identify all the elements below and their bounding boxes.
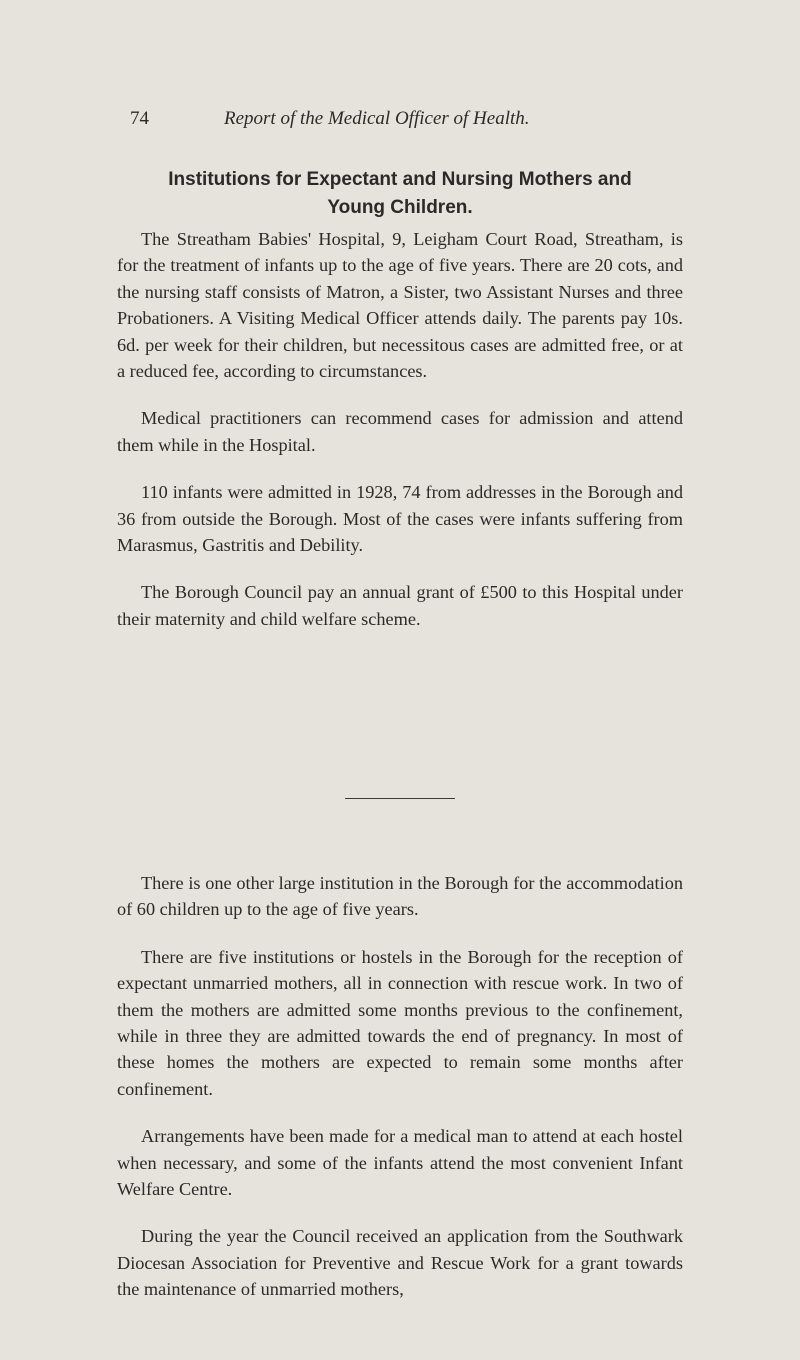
running-header <box>130 108 690 134</box>
paragraph: Medical practitioners can recommend cases for admission and attend them while in the Hospital. <box>117 408 683 455</box>
section-2-body <box>117 870 683 1324</box>
paragraph: There is one other large institution in the Borough for the accommodation of 60 children up to the age of five years. <box>117 873 683 920</box>
paragraph: The Streatham Babies' Hospital, 9, Leigham Court Road, Streatham, is for the treatment of infants up to the age of five years. There are 20 cots, and the nursing staff consists of Matron, a Sister, two Assistant Nurses and three Probationers. A Visiting Medical Officer attends daily. The parents pay 10s. 6d. per week for their children, but necessitous cases are admitted free, or at a reduced fee, according to circumstances. <box>117 229 683 382</box>
paragraph: 110 infants were admitted in 1928, 74 from addresses in the Borough and 36 from outside the Borough. Most of the cases were infants suffering from Marasmus, Gastritis and Debility. <box>117 482 683 556</box>
running-title: Report of the Medical Officer of Health. <box>224 108 530 129</box>
paragraph: There are five institutions or hostels in the Borough for the reception of expectant unmarried mothers, all in connection with rescue work. In two of them the mothers are admitted some months previous to the confinement, while in three they are admitted towards the end of pregnancy. In most of these homes the mothers are expected to remain some months after confinement. <box>117 946 683 1099</box>
page-number: 74 <box>130 108 149 129</box>
paragraph: The Borough Council pay an annual grant of £500 to this Hospital under their maternity and child welfare scheme. <box>117 582 683 629</box>
heading-line-2: Young Children. <box>327 197 473 218</box>
paragraph: During the year the Council received an application from the Southwark Diocesan Association for Preventive and Rescue Work for a grant towards the maintenance of unmarried mothers, <box>117 1226 683 1300</box>
paragraph: Arrangements have been made for a medical man to attend at each hostel when necessary, and some of the infants attend the most convenient Infant Welfare Centre. <box>117 1126 683 1200</box>
section-heading <box>100 166 700 222</box>
section-divider <box>345 798 455 799</box>
heading-line-1: Institutions for Expectant and Nursing Mothers and <box>168 169 632 190</box>
section-1-body <box>117 226 683 653</box>
